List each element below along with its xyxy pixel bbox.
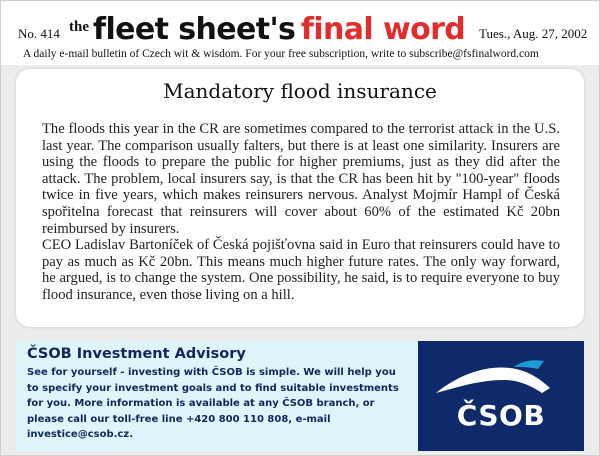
article-headline: Mandatory flood insurance (163, 79, 437, 103)
article-paragraph: The floods this year in the CR are sometimes compared to the terrorist attack in the U.S. last year. The comparison usually falters, but there is at least one similarity. Insurers are using the floods to prepare the public for higher premiums, just as they did after the attack. The problem, local insurers say, is that the CR has been hit by "100-year" floods twice in five years, which makes reinsurers nervous. Analyst Mojmír Hampl of Česká spořitelna forecast that reinsurers will cover about 60% of the estimated Kč 20bn reimbursed by insurers. (42, 121, 560, 237)
masthead-tagline: A daily e-mail bulletin of Czech wit & wisdom. For your free subscription, write to subscribe@fsfinalword.com (23, 48, 539, 60)
article-body (42, 121, 560, 304)
csob-advertisement[interactable] (16, 341, 584, 451)
article-paragraph: CEO Ladislav Bartoníček of Česká pojišťovna said in Euro that reinsurers could have to pay as much as Kč 20bn. This means much higher future rates. The only way forward, he argued, is to change the system. One possibility, he said, is to require everyone to buy flood insurance, even those living on a hill. (42, 237, 560, 303)
masthead-fleet-sheet: fleet sheet's (93, 12, 296, 47)
ad-body (27, 365, 407, 443)
ad-email-link[interactable]: investice@csob.cz (27, 429, 130, 440)
issue-date: Tues., Aug. 27, 2002 (479, 26, 588, 41)
masthead-title (69, 7, 465, 54)
csob-logo[interactable] (418, 341, 584, 451)
article-card (16, 69, 584, 327)
ad-body-suffix: . (129, 429, 133, 440)
issue-number: No. 414 (18, 26, 60, 41)
ad-body-text: See for yourself - investing with ČSOB is simple. We will help you to specify your investment goals and to find suitable investments for you. More information is available at any ČSOB branch, or please call our toll-free line +420 800 110 808, e-mail (27, 367, 399, 425)
masthead-the: the (69, 19, 89, 35)
masthead-final-word: final word (300, 12, 466, 47)
csob-logo-wave-icon (418, 341, 584, 451)
masthead (1, 1, 599, 65)
ad-title: ČSOB Investment Advisory (27, 346, 246, 362)
csob-logo-text: ČSOB (456, 399, 546, 432)
